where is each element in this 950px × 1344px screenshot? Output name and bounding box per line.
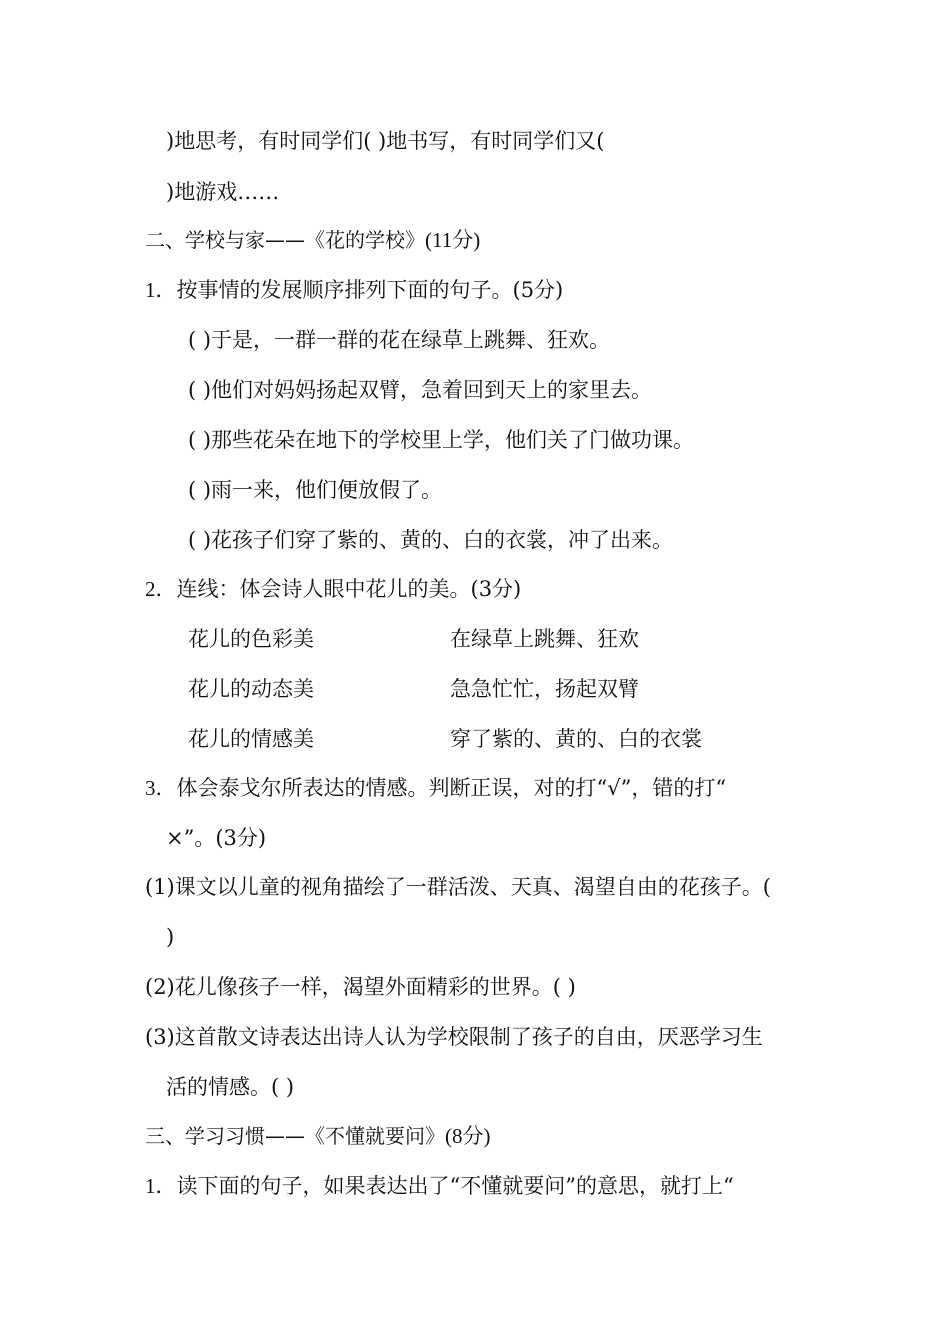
s3-q1 [145,1172,734,1200]
s2-q3-text-2: ×”。(3分) [166,826,267,850]
s2-q3 [145,774,726,802]
section-2-score: (11分) [425,228,481,252]
prev-question-line-2: )地游戏…… [166,180,280,204]
s2-q1-number: 1． [145,278,177,302]
s2-q3-number: 3． [145,776,177,800]
section-3-score: (8分) [445,1124,491,1148]
section-2-heading [145,226,480,254]
s2-q2-left-2: 花儿的动态美 [188,677,314,701]
s3-q1-text: 读下面的句子，如果表达出了“不懂就要问”的意思，就打上“ [176,1174,734,1198]
s2-q1-text: 按事情的发展顺序排列下面的句子。(5分) [176,278,564,302]
s3-q1-number: 1． [145,1174,177,1198]
s2-q3-item-2: (2)花儿像孩子一样，渴望外面精彩的世界。( ) [145,975,576,999]
s2-q1-item-4: ( )雨一来，他们便放假了。 [188,478,443,502]
prev-question-line-1: )地思考，有时同学们( )地书写，有时同学们又( [166,129,605,153]
s2-q2-number: 2． [145,577,177,601]
s2-q2-left-1: 花儿的色彩美 [188,627,314,651]
s2-q3-item-3-line-2: 活的情感。( ) [166,1075,295,1099]
s2-q3-item-1-line-2: ) [166,925,175,949]
s2-q1-item-3: ( )那些花朵在地下的学校里上学，他们关了门做功课。 [188,428,695,452]
section-3-title: 三、学习习惯——《不懂就要问》 [145,1124,445,1148]
s2-q2-right-3: 穿了紫的、黄的、白的衣裳 [450,727,702,751]
section-3-heading [145,1122,491,1150]
s2-q1-item-5: ( )花孩子们穿了紫的、黄的、白的衣裳，冲了出来。 [188,528,674,552]
s2-q3-text-1: 体会泰戈尔所表达的情感。判断正误，对的打“√”，错的打“ [176,776,727,800]
s2-q1-item-1: ( )于是，一群一群的花在绿草上跳舞、狂欢。 [188,328,611,352]
s2-q2-right-1: 在绿草上跳舞、狂欢 [450,627,639,651]
s2-q2-left-3: 花儿的情感美 [188,727,314,751]
s2-q3-item-1-line-1: (1)课文以儿童的视角描绘了一群活泼、天真、渴望自由的花孩子。( [145,875,771,899]
s2-q2-text: 连线：体会诗人眼中花儿的美。(3分) [176,577,522,601]
s2-q1 [145,276,563,304]
s2-q2 [145,575,521,603]
s2-q1-item-2: ( )他们对妈妈扬起双臂，急着回到天上的家里去。 [188,378,653,402]
s2-q3-item-3-line-1: (3)这首散文诗表达出诗人认为学校限制了孩子的自由，厌恶学习生 [145,1025,763,1049]
s2-q2-right-2: 急急忙忙，扬起双臂 [450,677,639,701]
section-2-title: 二、学校与家——《花的学校》 [145,228,425,252]
